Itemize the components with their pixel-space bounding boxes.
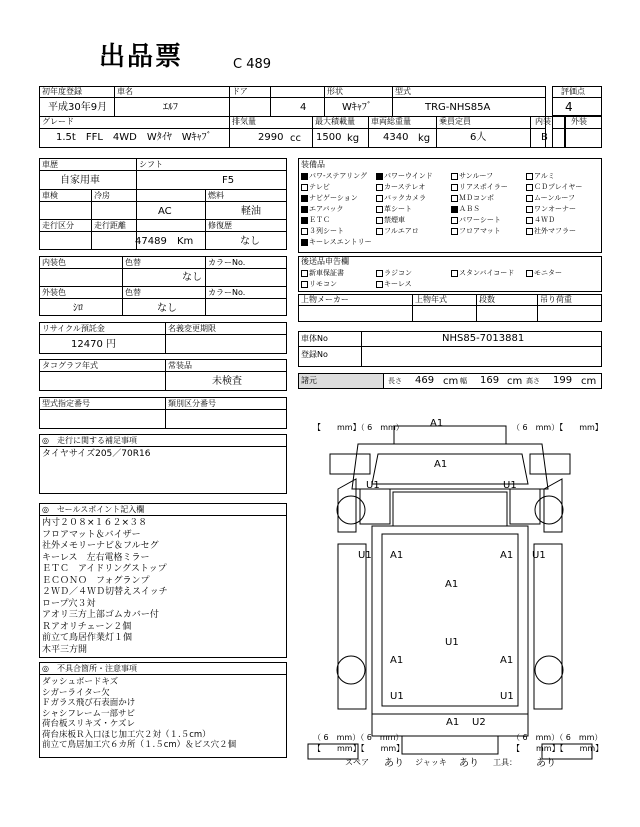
car-name-label: 車名 [117, 87, 133, 96]
fuel-label: 燃料 [208, 191, 224, 200]
gross-weight-label: 車両総重量 [371, 117, 411, 126]
equipment-label: パワーウインド [384, 172, 433, 180]
sales-point-item: ＥＴＣ アイドリングストップ [42, 564, 167, 574]
after-equipment-label: リモコン [309, 280, 337, 288]
equipment-item[interactable] [301, 215, 330, 226]
shape-label: 形状 [327, 87, 343, 96]
equipment-item[interactable] [376, 182, 425, 193]
checkbox-icon[interactable] [376, 206, 383, 213]
score-value: 4 [565, 100, 573, 114]
max-load-value: 1500 [316, 132, 342, 143]
checkbox-icon[interactable] [376, 217, 383, 224]
checkbox-icon[interactable] [376, 195, 383, 202]
checkbox-icon[interactable] [301, 184, 308, 191]
ext-color-label: 外装色 [42, 288, 66, 297]
capacity-label: 乗員定員 [439, 117, 471, 126]
displacement-value: 2990 [258, 132, 284, 143]
first-reg-value: 平成30年9月 [48, 102, 108, 113]
sales-point-item: アオリ三方上部ゴムカバー付 [42, 610, 159, 620]
equipment-label: リアスポイラー [459, 183, 508, 191]
lot-number: C 489 [233, 57, 272, 72]
mileage-unit: Km [177, 236, 194, 247]
equipment-label: テレビ [309, 183, 330, 191]
door-label: ドア [232, 87, 248, 96]
tire-front-left: 【 mm】（ 6 mm） [313, 423, 404, 432]
shape-value: Wｷｬﾌﾞ [342, 102, 372, 113]
ext-color-no-label: カラーNo. [208, 288, 246, 297]
repair-value: なし [240, 236, 260, 247]
spare-value: あり [384, 758, 404, 769]
equipment-item[interactable] [301, 204, 343, 215]
equipment-item[interactable] [301, 171, 367, 182]
gross-weight-unit: kg [418, 133, 431, 144]
history-label: 車歴 [42, 160, 58, 169]
equipment-label: キーレスエントリー [309, 238, 372, 246]
sales-point-item: ロープ穴３対 [42, 598, 96, 609]
travel-notes-label: ◎ 走行に関する補足事項 [42, 436, 137, 445]
checkbox-icon[interactable] [451, 184, 458, 191]
damage-mark: U1 [445, 637, 459, 648]
checkbox-icon[interactable] [451, 206, 458, 213]
equipment-label: 社外マフラー [534, 227, 576, 235]
equipment-item[interactable] [451, 226, 501, 237]
checkbox-icon[interactable] [376, 228, 383, 235]
damage-mark: U2 [472, 717, 486, 728]
tire-rear-right-2: 【 mm】【 mm】 [512, 744, 604, 753]
equipment-label: ＥＴＣ [309, 216, 330, 224]
interior-value: B [541, 132, 548, 143]
tire-front-right: （ 6 mm）【 mm】 [512, 423, 603, 432]
mileage-value: 47489 [135, 236, 167, 247]
tools-label: 工具： [493, 758, 517, 767]
equipment-item[interactable] [526, 182, 582, 193]
equipment-item[interactable] [451, 204, 480, 215]
length-unit: cm [443, 376, 459, 387]
defect-item: ダッシュボードキズ [42, 677, 119, 687]
damage-mark: A1 [430, 418, 444, 429]
after-equipment-item[interactable] [526, 268, 562, 279]
inspection-label: 車検 [42, 191, 58, 200]
equipment-item[interactable] [376, 204, 412, 215]
damage-mark: A1 [500, 550, 514, 561]
lift-label: 吊り荷重 [540, 295, 572, 304]
equipment-label: カーステレオ [384, 183, 426, 191]
car-name-value: ｴﾙﾌ [163, 102, 178, 113]
recycle-value: 12470 円 [71, 339, 116, 350]
defect-item: 荷台板スリキズ・ケズレ [42, 719, 135, 729]
sales-point-item: 社外メモリーナビ＆フルセグ [42, 541, 159, 551]
checkbox-icon[interactable] [451, 173, 458, 180]
damage-mark: A1 [434, 459, 448, 470]
grade-value: 1.5t FFL 4WD Wﾀｲﾔ Wｷｬﾌﾞ [56, 132, 212, 143]
cooling-label: 冷房 [94, 191, 110, 200]
height-unit: cm [581, 376, 597, 387]
sales-point-item: フロアマット＆バイザー [42, 529, 141, 540]
damage-mark: A1 [500, 655, 514, 666]
first-reg-label: 初年度登録 [42, 87, 82, 96]
tacho-label: タコグラフ年式 [42, 361, 98, 370]
equipment-item[interactable] [526, 215, 555, 226]
checkbox-icon[interactable] [301, 239, 308, 246]
int-color-label: 内装色 [42, 258, 66, 267]
sales-points-list [42, 518, 168, 656]
equipment-label: ワンオーナー [534, 205, 576, 213]
shift-value: F5 [222, 175, 235, 186]
after-equipment-item[interactable] [301, 268, 344, 279]
checkbox-icon[interactable] [451, 270, 458, 277]
after-equipment-item[interactable] [376, 268, 412, 279]
tire-rear-left-2: 【 mm】【 mm】 [313, 744, 405, 753]
defect-item: シャシフレーム一部サビ [42, 708, 135, 719]
equipment-item[interactable] [526, 204, 576, 215]
maker-label: 上物メーカー [301, 295, 349, 304]
equipment-item[interactable] [301, 237, 372, 248]
after-equipment-item[interactable] [451, 268, 514, 279]
equipment-label: ナビゲーション [309, 194, 358, 202]
equipment-item[interactable] [526, 226, 576, 237]
equipment-label: パワ-ステアリング [309, 172, 367, 180]
equipment-item[interactable] [376, 193, 426, 204]
after-equipment-label: 後送品申告欄 [301, 257, 349, 266]
damage-mark: A1 [390, 550, 404, 561]
equipment-label: エアバック [309, 205, 344, 213]
damage-mark: A1 [445, 579, 459, 590]
checkbox-icon[interactable] [301, 195, 308, 202]
checkbox-icon[interactable] [526, 195, 533, 202]
equipment-label: アルミ [534, 172, 555, 180]
door-value: 4 [300, 102, 307, 113]
length-value: 469 [415, 375, 435, 386]
sales-points-label: ◎ セールスポイント記入欄 [42, 505, 145, 514]
gross-weight-value: 4340 [383, 132, 409, 143]
capacity-value: 6人 [470, 132, 487, 143]
equipment-label: フルエアロ [384, 227, 419, 235]
interior-label: 内装 [535, 117, 551, 126]
tools-value: あり [536, 758, 556, 769]
damage-mark: U1 [500, 691, 514, 702]
equipment-label: 革シート [384, 205, 412, 213]
checkbox-icon[interactable] [451, 228, 458, 235]
damage-mark: U1 [366, 480, 380, 491]
checkbox-icon[interactable] [526, 206, 533, 213]
cooling-value: AC [158, 206, 172, 217]
checkbox-icon[interactable] [526, 270, 533, 277]
equipment-label: 装備品 [301, 160, 325, 169]
history-value: 自家用車 [60, 175, 100, 186]
equipment-label: ４ＷＤ [534, 216, 555, 224]
defect-item: Ｆガラス飛び石表面かけ [42, 698, 136, 708]
spare-label: スペア [345, 758, 369, 767]
max-load-label: 最大積載量 [315, 117, 355, 126]
model-value: TRG-NHS85A [425, 102, 491, 113]
fuel-value: 軽油 [241, 206, 261, 217]
width-value: 169 [480, 375, 500, 386]
after-equipment-label: 新車保証書 [309, 269, 344, 277]
after-equipment-label: スタンバイコード [459, 269, 515, 277]
sales-point-item: キーレス 左右電格ミラー [42, 552, 150, 563]
mileage-type-label: 走行区分 [42, 221, 74, 230]
equipment-label: ３列シート [309, 227, 344, 235]
ext-color2-label: 色替 [125, 288, 141, 297]
checkbox-icon[interactable] [526, 217, 533, 224]
checkbox-icon[interactable] [451, 217, 458, 224]
height-value: 199 [553, 375, 573, 386]
after-equipment-item[interactable] [301, 279, 337, 290]
title-change-label: 名義変更期限 [168, 324, 216, 333]
checkbox-icon[interactable] [301, 228, 308, 235]
equipment-label: パワーシート [459, 216, 501, 224]
dims-label: 諸元 [301, 376, 317, 385]
displacement-unit: cc [290, 133, 301, 144]
chassis-value: NHS85-7013881 [442, 333, 525, 344]
tire-rear-right-1: （ 6 mm）（ 6 mm） [512, 733, 603, 742]
damage-mark: U1 [358, 550, 372, 561]
equipment-label: 禁煙車 [384, 216, 405, 224]
checkbox-icon[interactable] [451, 195, 458, 202]
equipment-item[interactable] [301, 193, 358, 204]
damage-mark: U1 [532, 550, 546, 561]
sales-point-item: Ｒアオリチェーン２個 [42, 621, 132, 632]
after-equipment-label: モニター [534, 269, 562, 277]
sales-point-item: 木平三方開 [42, 644, 88, 655]
displacement-label: 排気量 [232, 117, 256, 126]
after-equipment-item[interactable] [376, 279, 412, 290]
length-label: 長さ [388, 377, 402, 385]
equipment-item[interactable] [526, 193, 575, 204]
int-color-no-label: カラーNo. [208, 258, 246, 267]
sales-point-item: ２ＷＤ／４ＷＤ切替えスイッチ [42, 587, 168, 597]
equipment-label: ＭＤコンポ [459, 194, 494, 202]
after-equipment-label: ラジコン [384, 269, 412, 277]
equipment-item[interactable] [451, 171, 493, 182]
sales-point-item: 前立て鳥居作業灯１個 [42, 633, 133, 643]
equipment-label: ムーンルーフ [534, 194, 575, 202]
defect-item: 前立て鳥居加工穴６カ所（１.５cm）＆ビス穴２個 [42, 740, 237, 750]
width-label: 幅 [460, 377, 467, 385]
equipment-item[interactable] [301, 182, 330, 193]
checkbox-icon[interactable] [376, 173, 383, 180]
steps-label: 段数 [479, 295, 495, 304]
equipment-label: フロアマット [459, 227, 501, 235]
height-label: 高さ [526, 377, 540, 385]
damage-mark: U1 [503, 480, 517, 491]
tire-rear-left-1: （ 6 mm）（ 6 mm） [313, 733, 404, 742]
reg-label: 登録No [301, 350, 328, 359]
sales-point-item: 内寸２０８×１６２×３８ [42, 518, 148, 528]
checkbox-icon[interactable] [301, 173, 308, 180]
int-color2-label: 色替 [125, 258, 141, 267]
defects-list [42, 677, 236, 751]
defect-item: シガーライター欠 [42, 687, 110, 698]
class-no-label: 類別区分番号 [168, 399, 216, 408]
width-unit: cm [507, 376, 523, 387]
damage-mark: A1 [446, 717, 460, 728]
checkbox-icon[interactable] [376, 281, 383, 288]
mileage-label: 走行距離 [94, 221, 126, 230]
chassis-label: 車体No [301, 334, 328, 343]
int-color2-value: なし [182, 272, 202, 283]
equipment-item[interactable] [451, 193, 494, 204]
recycle-label: リサイクル預託金 [42, 324, 105, 333]
checkbox-icon[interactable] [376, 270, 383, 277]
damage-mark: U1 [390, 691, 404, 702]
grade-label: グレード [42, 117, 74, 126]
consumables-value: 未検査 [212, 376, 242, 387]
equipment-item[interactable] [526, 171, 555, 182]
type-no-label: 型式指定番号 [42, 399, 90, 408]
jack-value: あり [459, 758, 479, 769]
checkbox-icon[interactable] [526, 228, 533, 235]
checkbox-icon[interactable] [301, 206, 308, 213]
equipment-item[interactable] [376, 215, 405, 226]
after-equipment-label: キーレス [384, 280, 412, 288]
travel-note-item: タイヤサイズ205／70R16 [42, 449, 151, 459]
equipment-item[interactable] [451, 215, 501, 226]
equipment-item[interactable] [451, 182, 508, 193]
page-title: 出品票 [99, 42, 184, 72]
equipment-label: ＡＢＳ [459, 205, 480, 213]
checkbox-icon[interactable] [301, 217, 308, 224]
sales-point-item: ＥＣＯＮＯ フォグランプ [42, 575, 150, 586]
travel-notes-list [42, 449, 150, 461]
exterior-label: 外装 [571, 117, 587, 126]
checkbox-icon[interactable] [526, 173, 533, 180]
defects-label: ◎ 不具合箇所・注意事項 [42, 664, 137, 673]
checkbox-icon[interactable] [526, 184, 533, 191]
defect-item: 荷台床板Ｒ入口ほじ加工穴２対（１.５cm） [42, 729, 211, 740]
equipment-label: ＣＤプレイヤー [534, 183, 583, 191]
checkbox-icon[interactable] [301, 281, 308, 288]
damage-mark: A1 [390, 655, 404, 666]
equipment-label: バックカメラ [384, 194, 426, 202]
ext-color-value: ｼﾛ [73, 303, 83, 314]
repair-label: 修復歴 [208, 221, 232, 230]
equipment-item[interactable] [301, 226, 344, 237]
model-label: 型式 [395, 87, 411, 96]
max-load-unit: kg [347, 133, 360, 144]
consumables-label: 常装品 [168, 361, 192, 370]
equipment-item[interactable] [376, 171, 433, 182]
jack-label: ジャッキ [415, 758, 447, 767]
shift-label: シフト [139, 160, 163, 169]
interior-cell [530, 116, 565, 148]
year-label: 上物年式 [415, 295, 447, 304]
equipment-item[interactable] [376, 226, 419, 237]
score-label: 評価点 [561, 87, 585, 96]
equipment-label: サンルーフ [459, 172, 494, 180]
ext-color2-value: なし [157, 303, 177, 314]
checkbox-icon[interactable] [301, 270, 308, 277]
checkbox-icon[interactable] [376, 184, 383, 191]
